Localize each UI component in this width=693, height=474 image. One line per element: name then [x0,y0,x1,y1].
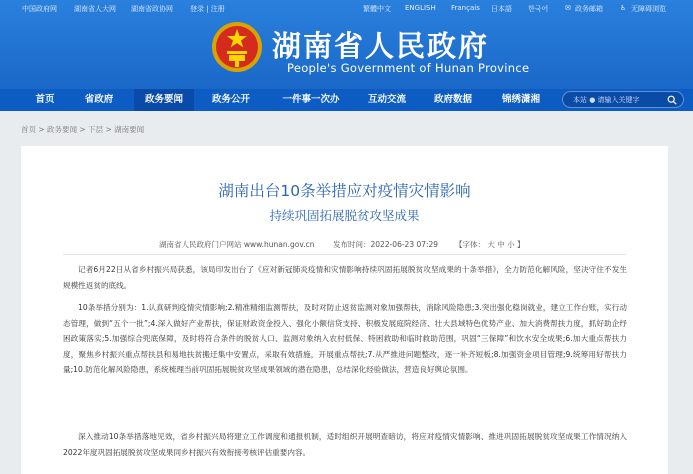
top-bar [0,0,693,19]
nav-gov-data[interactable]: 政府数据 [433,94,472,105]
link-cppcc-hunan[interactable]: 湖南省政协网 [131,5,173,13]
article-title: 湖南出台10条举措应对疫情灾情影响 [218,182,471,200]
article-paragraph-1: 记者6月22日从省乡村振兴局获悉，该局印发出台了《应对新冠肺炎疫情和灾情影响持续巩固拓展脱贫攻坚成果的十条举措》，全力防范化解风险，坚决守住不发生规模性返贫的底线。 [63,265,627,290]
site-title-en: People's Government of Hunan Province [287,61,530,75]
link-french[interactable]: Français [451,4,480,12]
link-japanese[interactable]: 日本語 [491,5,512,13]
link-korean[interactable]: 한국어 [528,5,549,13]
search-box[interactable] [562,91,684,108]
link-accessibility[interactable]: 无障碍浏览 [631,5,666,13]
envelope-icon: ✉ [565,4,571,12]
article-paragraph-2: 10条举措分别为：1.认真研判疫情灾情影响;2.精准精细监测帮扶，及时对防止返贫监测对象加强帮扶，消除风险隐患;3.突出强化稳岗就业，建立工作台账，实行动态管理，做到“五个一批”;4.深入做好产业帮扶，保证财政资金投入、强化小额信贷支持、积极发展庭院经济、壮大县域特色优势产业、加大消费帮扶力度，抓好助企纾困政策落实;5.加强综合兜底保障，及时将符合条件的脱贫人口、监测对象纳入农村低保、特困救助和临时救助范围，巩固“三保障”和饮水安全成果;6.加大重点帮扶力度，聚焦乡村振兴重点帮扶县和易地扶贫搬迁集中安置点，采取有效措施，开展重点帮扶;7.从严推进问题整改，逐一补齐短板;8.加强资金项目管理;9.统筹用好帮扶力量;10.防范化解风险隐患，系统梳理当前巩固拓展脱贫攻坚成果领域的潜在隐患，总结深化经验做法，营造良好舆论氛围。 [63,303,627,375]
breadcrumb[interactable]: 首页 > 政务要闻 > 下层 > 湖南要闻 [21,125,145,134]
nav-jinxiu-xiaoxiang[interactable]: 锦绣潇湘 [501,94,540,105]
nav-gov-news[interactable]: 政务要闻 [134,89,194,111]
link-npc-hunan[interactable]: 湖南省人大网 [74,5,116,13]
nav-one-stop-service[interactable]: 一件事一次办 [282,94,340,105]
article-card [21,146,668,474]
article-subtitle: 持续巩固拓展脱贫攻坚成果 [269,208,420,223]
article-date: 发布时间：2022-06-23 07:29 [333,240,439,249]
link-english[interactable]: ENGLISH [405,4,436,12]
article-paragraph-3: 深入推动10条举措落地见效，省乡村振兴局将建立工作调度和通报机制，适时组织开展明查暗访，将应对疫情灾情影响、推进巩固拓展脱贫攻坚成果工作情况纳入2022年度巩固拓展脱贫攻坚成果同乡村振兴有效衔接考核评估重要内容。 [63,432,627,457]
nav-home[interactable]: 首页 [35,94,55,105]
nav-provincial-gov[interactable]: 省政府 [84,94,114,105]
link-gov-mailbox[interactable]: 政务邮箱 [575,5,603,13]
link-gov-cn[interactable]: 中国政府网 [22,5,57,13]
site-header [0,0,693,89]
national-emblem-icon [211,21,263,73]
link-traditional-chinese[interactable]: 繁體中文 [363,5,391,13]
divider [63,254,626,255]
site-title-cn[interactable]: 湖南省人民政府 [272,29,490,63]
accessibility-icon: ♿ [620,4,627,12]
search-input[interactable]: 本站 ● 请输入关键字 [573,96,640,104]
nav-gov-affairs-open[interactable]: 政务公开 [211,94,250,105]
search-icon[interactable] [667,95,677,105]
article-source: 湖南省人民政府门户网站 www.hunan.gov.cn [159,240,315,249]
nav-interaction[interactable]: 互动交流 [367,94,406,105]
login-register-link[interactable]: 登录 | 注册 [190,5,225,13]
font-size-switcher[interactable]: 【字体： 大 中 小 】 [455,240,525,249]
